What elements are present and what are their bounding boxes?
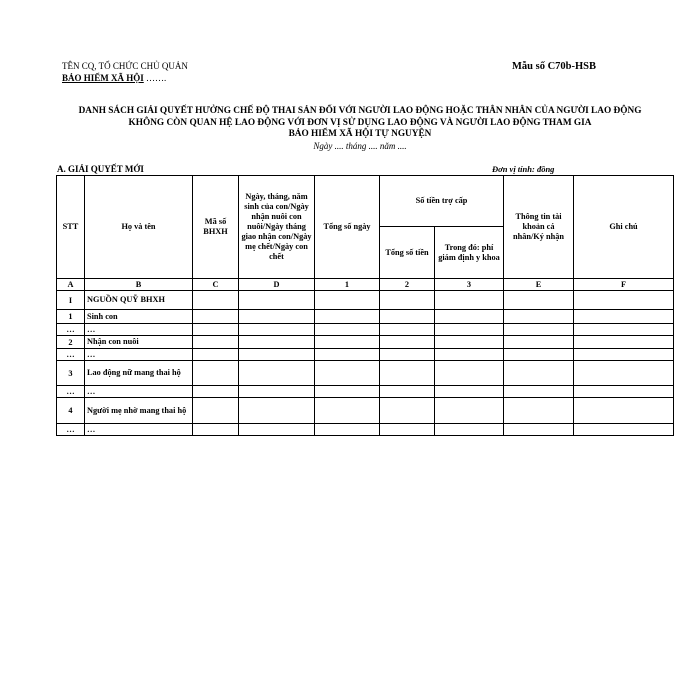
form-number: Mẫu số C70b-HSB [512,61,597,72]
cell [574,324,674,336]
cell [239,310,315,324]
agency-name [62,72,188,84]
cell [315,361,380,386]
cell [315,324,380,336]
cell [315,291,380,310]
table-row [57,310,674,324]
cell [239,336,315,349]
cell [504,386,574,398]
cell [504,398,574,424]
cell [239,424,315,436]
row-name: NGUỒN QUỸ BHXH [85,291,193,310]
cell [574,310,674,324]
cell [380,291,435,310]
column-code: D [239,279,315,291]
cell [380,398,435,424]
cell [315,336,380,349]
table-row [57,424,674,436]
cell [435,398,504,424]
title-line-3: BẢO HIỂM XÃ HỘI TỰ NGUYỆN [288,129,432,139]
row-stt: 1 [57,310,85,324]
cell [504,361,574,386]
table-row [57,291,674,310]
header-stt: STT [57,176,85,279]
cell [315,349,380,361]
header-dates: Ngày, tháng, năm sinh của con/Ngày nhận nuôi con nuôi/Ngày tháng giao nhận con/Ngày mẹ chết/Ngày con chết [239,176,315,279]
row-name: Lao động nữ mang thai hộ [85,361,193,386]
document-date: Ngày .... tháng .... năm .... [313,141,407,151]
row-name: Nhận con nuôi [85,336,193,349]
cell [574,361,674,386]
header-allowance: Số tiền trợ cấp [380,176,504,227]
cell [435,386,504,398]
currency-unit: Đơn vị tính: đồng [492,164,555,174]
table-row [57,336,674,349]
cell [239,324,315,336]
cell [380,349,435,361]
cell [193,424,239,436]
cell [435,324,504,336]
header-name: Họ và tên [85,176,193,279]
row-name: … [85,324,193,336]
cell [435,424,504,436]
cell [193,291,239,310]
cell [380,386,435,398]
title-line-2: KHÔNG CÒN QUAN HỆ LAO ĐỘNG VỚI ĐƠN VỊ SỬ DỤNG LAO ĐỘNG VÀ NGƯỜI LAO ĐỘNG THAM GIA [128,117,592,128]
cell [239,349,315,361]
cell [435,291,504,310]
cell [315,310,380,324]
cell [504,349,574,361]
cell [239,361,315,386]
table-row [57,361,674,386]
column-code: F [574,279,674,291]
header-row-1 [57,176,674,227]
row-stt: … [57,424,85,436]
cell [504,291,574,310]
agency-block [62,60,188,84]
cell [193,336,239,349]
cell [380,336,435,349]
row-stt: … [57,386,85,398]
column-code-row [57,279,674,291]
row-name: Sinh con [85,310,193,324]
row-stt: 3 [57,361,85,386]
cell [380,310,435,324]
row-name: … [85,424,193,436]
header-account: Thông tin tài khoản cá nhân/Ký nhận [504,176,574,279]
column-code: B [85,279,193,291]
cell [239,386,315,398]
cell [504,324,574,336]
cell [193,310,239,324]
row-stt: 4 [57,398,85,424]
cell [380,361,435,386]
cell [435,336,504,349]
column-code: 3 [435,279,504,291]
title-line-1: DANH SÁCH GIẢI QUYẾT HƯỞNG CHẾ ĐỘ THAI SẢN ĐỐI VỚI NGƯỜI LAO ĐỘNG HOẶC THÂN NHÂN CỦA NGƯỜI LAO ĐỘNG [78,106,642,116]
row-name: … [85,349,193,361]
cell [193,324,239,336]
cell [239,291,315,310]
agency-parent: TÊN CQ, TỔ CHỨC CHỦ QUẢN [62,61,188,71]
cell [315,386,380,398]
cell [435,361,504,386]
section-label: A. GIẢI QUYẾT MỚI [57,164,144,174]
cell [193,349,239,361]
column-code: C [193,279,239,291]
row-stt: I [57,291,85,310]
cell [380,324,435,336]
table-row [57,349,674,361]
column-code: 2 [380,279,435,291]
table-row [57,324,674,336]
row-stt: 2 [57,336,85,349]
document-title [40,106,680,141]
header-total-amount: Tổng số tiền [380,227,435,279]
column-code: E [504,279,574,291]
row-stt: … [57,324,85,336]
cell [435,310,504,324]
cell [574,336,674,349]
row-stt: … [57,349,85,361]
settlement-table [56,175,674,436]
cell [504,336,574,349]
cell [504,310,574,324]
cell [193,398,239,424]
agency-name-dots: ……. [143,73,167,83]
cell [574,386,674,398]
column-code: 1 [315,279,380,291]
cell [574,291,674,310]
agency-name-label: BẢO HIỂM XÃ HỘI [62,73,144,83]
row-name: … [85,386,193,398]
column-code: A [57,279,85,291]
header-bhxh: Mã số BHXH [193,176,239,279]
cell [574,398,674,424]
header-note: Ghi chú [574,176,674,279]
header-medical-fee: Trong đó: phí giám định y khoa [435,227,504,279]
cell [193,361,239,386]
table-row [57,386,674,398]
row-name: Người mẹ nhờ mang thai hộ [85,398,193,424]
cell [504,424,574,436]
header-total-days: Tổng số ngày [315,176,380,279]
cell [315,398,380,424]
cell [193,386,239,398]
cell [315,424,380,436]
cell [574,424,674,436]
table-row [57,398,674,424]
cell [435,349,504,361]
cell [380,424,435,436]
cell [239,398,315,424]
cell [574,349,674,361]
